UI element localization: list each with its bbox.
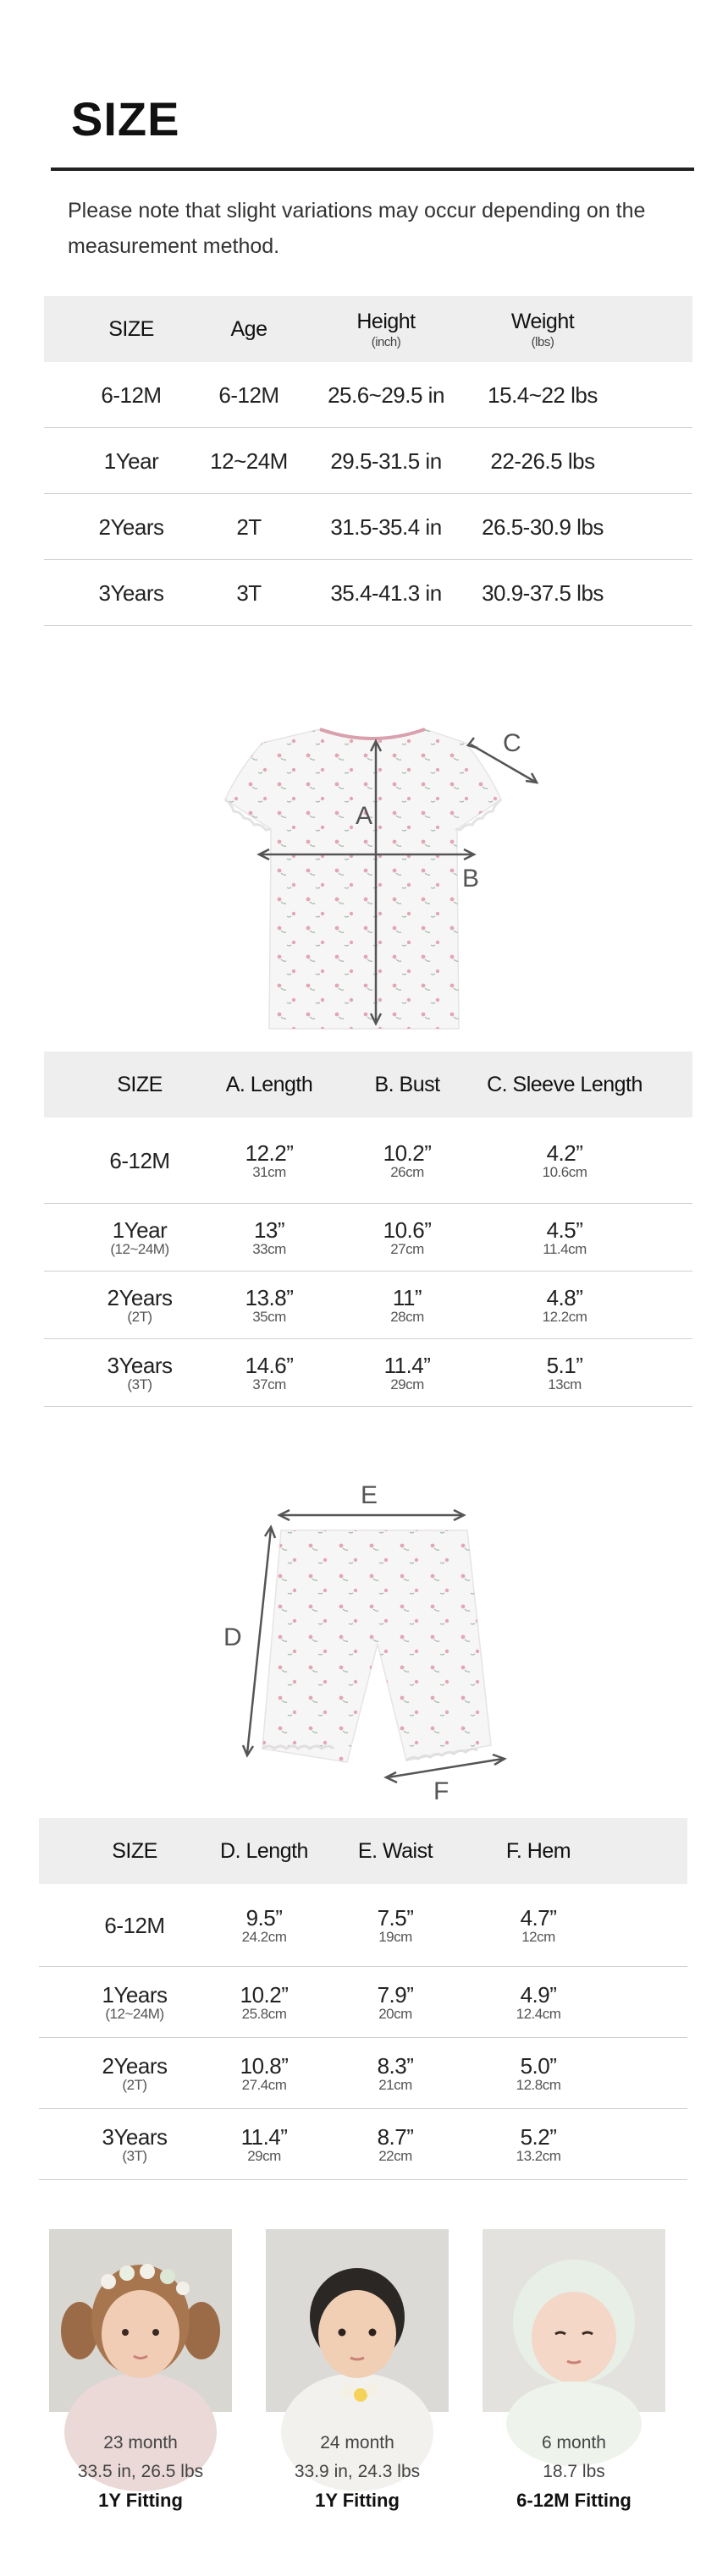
cell-weight: 15.4~22 lbs [488,382,598,408]
model-measure: 33.9 in, 24.3 lbs [294,2462,421,2481]
model-measure: 18.7 lbs [543,2462,605,2481]
model-card-3 [464,2229,684,2515]
cell-size: 1Year (12~24M) [110,1217,169,1257]
model-card-2 [247,2229,467,2515]
header-age: Age [230,316,267,341]
top-garment-illustration [186,719,559,1041]
cell-size: 6-12M [104,1912,165,1938]
label-a: A [356,802,373,830]
cell-height: 29.5-31.5 in [330,448,442,474]
model-fitting: 1Y Fitting [98,2490,183,2511]
table-row [44,362,692,428]
cell-weight: 30.9-37.5 lbs [482,579,604,606]
cell-sleeve: 4.2” 10.6cm [542,1140,587,1180]
cell-height: 25.6~29.5 in [328,382,444,408]
header-height: Height (inch) [356,310,416,349]
table-row [44,1204,692,1272]
model-photo-girl [49,2229,232,2412]
model-age: 23 month [103,2433,178,2452]
table-header [44,296,692,362]
header-hem: F. Hem [505,1838,571,1863]
model-card-1 [30,2229,251,2515]
table-row [44,560,692,626]
table-row [44,1339,692,1407]
cell-length: 10.8” 27.4cm [240,2052,289,2093]
table-row [39,1884,687,1967]
cell-size: 3Years (3T) [102,2123,168,2164]
cell-length: 14.6” 37cm [245,1352,294,1392]
model-photo-boy [266,2229,449,2412]
cell-waist: 8.7” 22cm [377,2123,414,2164]
header-size: SIZE [112,1838,157,1863]
measurement-note: Please note that slight variations may occur depending on the measurement method. [68,199,646,258]
cell-waist: 8.3” 21cm [377,2052,414,2093]
model-photo-baby [483,2229,665,2412]
model-fitting: 1Y Fitting [315,2490,400,2511]
model-measure: 33.5 in, 26.5 lbs [77,2462,204,2481]
cell-age: 12~24M [210,448,288,474]
cell-length: 13.8” 35cm [245,1284,294,1325]
bottom-size-table [39,1818,687,2180]
header-length: A. Length [225,1072,313,1096]
cell-size: 2Years (2T) [102,2052,168,2093]
cell-length: 13” 33cm [252,1217,286,1257]
label-b: B [462,865,480,893]
cell-size: 6-12M [109,1147,170,1173]
label-f: F [433,1777,449,1805]
hem-arrow [388,1759,503,1777]
table-row [44,1272,692,1339]
header-size: SIZE [117,1072,163,1096]
cell-size: 2Years [98,514,164,540]
header-weight: Weight (lbs) [510,310,575,349]
page-title: SIZE [71,92,180,146]
cell-hem: 4.7” 12cm [520,1904,557,1945]
header-length: D. Length [220,1838,308,1863]
title-divider [51,168,694,171]
cell-hem: 5.2” 13.2cm [516,2123,561,2164]
cell-length: 11.4” 29cm [240,2123,288,2164]
cell-hem: 5.0” 12.8cm [516,2052,561,2093]
table-row [44,428,692,494]
table-row [39,2109,687,2180]
shorts-illustration [212,1476,525,1805]
header-waist: E. Waist [357,1838,433,1863]
cell-bust: 11.4” 29cm [383,1352,431,1392]
cell-sleeve: 5.1” 13cm [546,1352,583,1392]
cell-height: 35.4-41.3 in [330,579,442,606]
cell-size: 3Years [98,579,164,606]
cell-size: 1Years (12~24M) [102,1981,168,2022]
table-row [44,1118,692,1204]
table-row [39,1967,687,2038]
cell-size: 6-12M [101,382,162,408]
cell-length: 12.2” 31cm [245,1140,294,1180]
cell-hem: 4.9” 12.4cm [516,1981,561,2022]
cell-size: 1Year [103,448,159,474]
table-header [39,1818,687,1884]
model-fitting: 6-12M Fitting [516,2490,631,2511]
overview-size-table [44,296,692,626]
cell-age: 3T [236,579,262,606]
cell-weight: 22-26.5 lbs [490,448,595,474]
cell-age: 6-12M [218,382,279,408]
model-age: 6 month [542,2433,606,2452]
cell-sleeve: 4.8” 12.2cm [542,1284,587,1325]
header-sleeve-length: C. Sleeve Length [487,1072,643,1096]
cell-bust: 11” 28cm [390,1284,424,1325]
cell-length: 9.5” 24.2cm [241,1904,287,1945]
header-bust: B. Bust [374,1072,440,1096]
table-header [44,1052,692,1118]
table-row [44,494,692,560]
cell-weight: 26.5-30.9 lbs [482,514,604,540]
cell-size: 2Years (2T) [107,1284,173,1325]
top-size-table [44,1052,692,1407]
cell-length: 10.2” 25.8cm [240,1981,289,2022]
table-row [39,2038,687,2109]
cell-height: 31.5-35.4 in [330,514,442,540]
label-c: C [503,729,521,757]
cell-sleeve: 4.5” 11.4cm [543,1217,587,1257]
cell-size: 3Years (3T) [107,1352,173,1392]
cell-bust: 10.6” 27cm [383,1217,432,1257]
cell-waist: 7.9” 20cm [377,1981,414,2022]
model-age: 24 month [320,2433,394,2452]
label-e: E [361,1481,378,1509]
cell-waist: 7.5” 19cm [377,1904,414,1945]
cell-bust: 10.2” 26cm [383,1140,432,1180]
label-d: D [223,1623,242,1651]
cell-age: 2T [236,514,262,540]
header-size: SIZE [108,316,154,341]
